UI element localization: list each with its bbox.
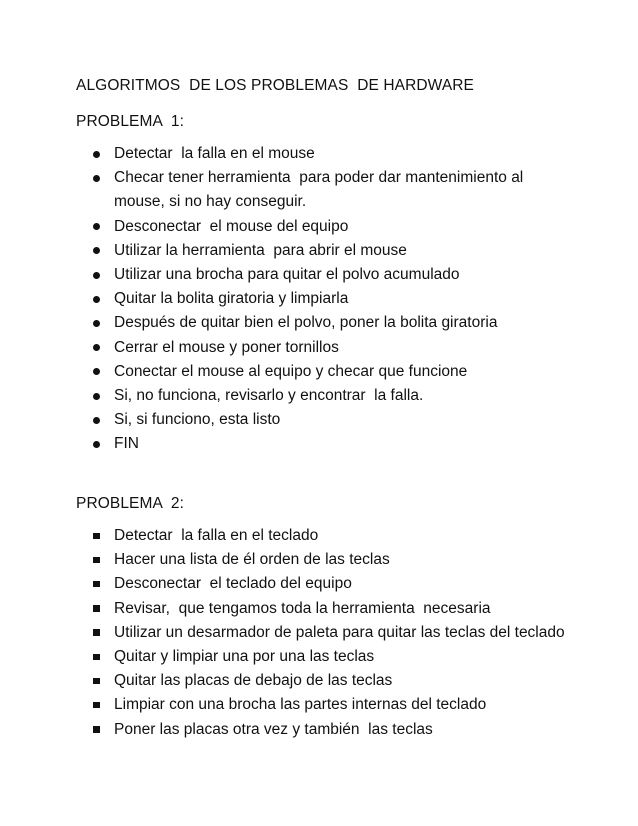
step-text: Detectar la falla en el teclado [114, 527, 319, 544]
list-item [0, 669, 565, 693]
step-text: Hacer una lista de él orden de las teclas [114, 551, 390, 569]
round-bullet-icon [93, 263, 105, 287]
square-bullet-icon [93, 572, 105, 596]
round-bullet-icon [93, 311, 105, 335]
list-item [0, 360, 523, 384]
round-bullet-icon [93, 239, 105, 263]
list-item [0, 166, 523, 190]
list-item [0, 524, 565, 548]
square-bullet-icon [93, 597, 105, 621]
round-bullet-icon [93, 432, 105, 456]
square-bullet-icon [93, 645, 105, 669]
step-text: Utilizar una brocha para quitar el polvo acumulado [114, 266, 460, 284]
round-bullet-icon [93, 287, 105, 311]
problema-1-step-list [0, 142, 523, 457]
round-bullet-icon [93, 142, 105, 166]
list-item [0, 384, 523, 408]
round-bullet-icon [93, 336, 105, 360]
step-text: Utilizar la herramienta para abrir el mouse [114, 241, 407, 259]
list-item [0, 693, 565, 717]
step-text: Cerrar el mouse y poner tornillos [114, 338, 339, 356]
list-item [0, 572, 565, 596]
document-title: ALGORITMOS DE LOS PROBLEMAS DE HARDWARE [76, 77, 474, 94]
step-text: Revisar, que tengamos toda la herramienta necesaria [114, 599, 491, 617]
list-item [0, 597, 565, 621]
step-text: Limpiar con una brocha las partes internas del teclado [114, 696, 487, 714]
round-bullet-icon [93, 360, 105, 384]
square-bullet-icon [93, 669, 105, 693]
list-item [0, 408, 523, 432]
step-text: Quitar las placas de debajo de las teclas [114, 672, 393, 690]
step-text: Conectar el mouse al equipo y checar que funcione [114, 362, 468, 380]
problema-1-heading: PROBLEMA 1: [76, 113, 185, 130]
list-item [0, 215, 523, 239]
step-text: Poner las placas otra vez y también las teclas [114, 720, 433, 738]
list-item [0, 548, 565, 572]
step-text: Checar tener herramienta para poder dar mantenimiento al [114, 169, 524, 187]
list-item [0, 621, 565, 645]
list-item [0, 239, 523, 263]
step-text: Quitar la bolita giratoria y limpiarla [114, 290, 349, 308]
step-text: Desconectar el teclado del equipo [114, 575, 352, 593]
step-text: Utilizar un desarmador de paleta para quitar las teclas del teclado [114, 623, 565, 641]
square-bullet-icon [93, 693, 105, 717]
round-bullet-icon [93, 166, 105, 190]
round-bullet-icon [93, 215, 105, 239]
problema-2-heading: PROBLEMA 2: [76, 495, 185, 512]
step-text: Desconectar el mouse del equipo [114, 217, 349, 235]
list-item [0, 645, 565, 669]
step-text: Si, si funciono, esta listo [114, 411, 281, 429]
round-bullet-icon [93, 408, 105, 432]
step-text: Detectar la falla en el mouse [114, 145, 315, 162]
square-bullet-icon [93, 548, 105, 572]
list-item [0, 336, 523, 360]
round-bullet-icon [93, 384, 105, 408]
list-item [0, 287, 523, 311]
square-bullet-icon [93, 621, 105, 645]
problema-2-step-list [0, 524, 565, 742]
step-text: Si, no funciona, revisarlo y encontrar la falla. [114, 387, 424, 405]
list-item [0, 432, 523, 456]
list-item [0, 263, 523, 287]
square-bullet-icon [93, 718, 105, 742]
step-text: FIN [114, 435, 139, 453]
list-item [0, 311, 523, 335]
step-text: mouse, si no hay conseguir. [114, 193, 307, 211]
list-item [0, 142, 523, 166]
step-text: Quitar y limpiar una por una las teclas [114, 648, 375, 666]
step-text: Después de quitar bien el polvo, poner la bolita giratoria [114, 314, 498, 332]
list-item-continuation [0, 190, 523, 214]
square-bullet-icon [93, 524, 105, 548]
list-item [0, 718, 565, 742]
